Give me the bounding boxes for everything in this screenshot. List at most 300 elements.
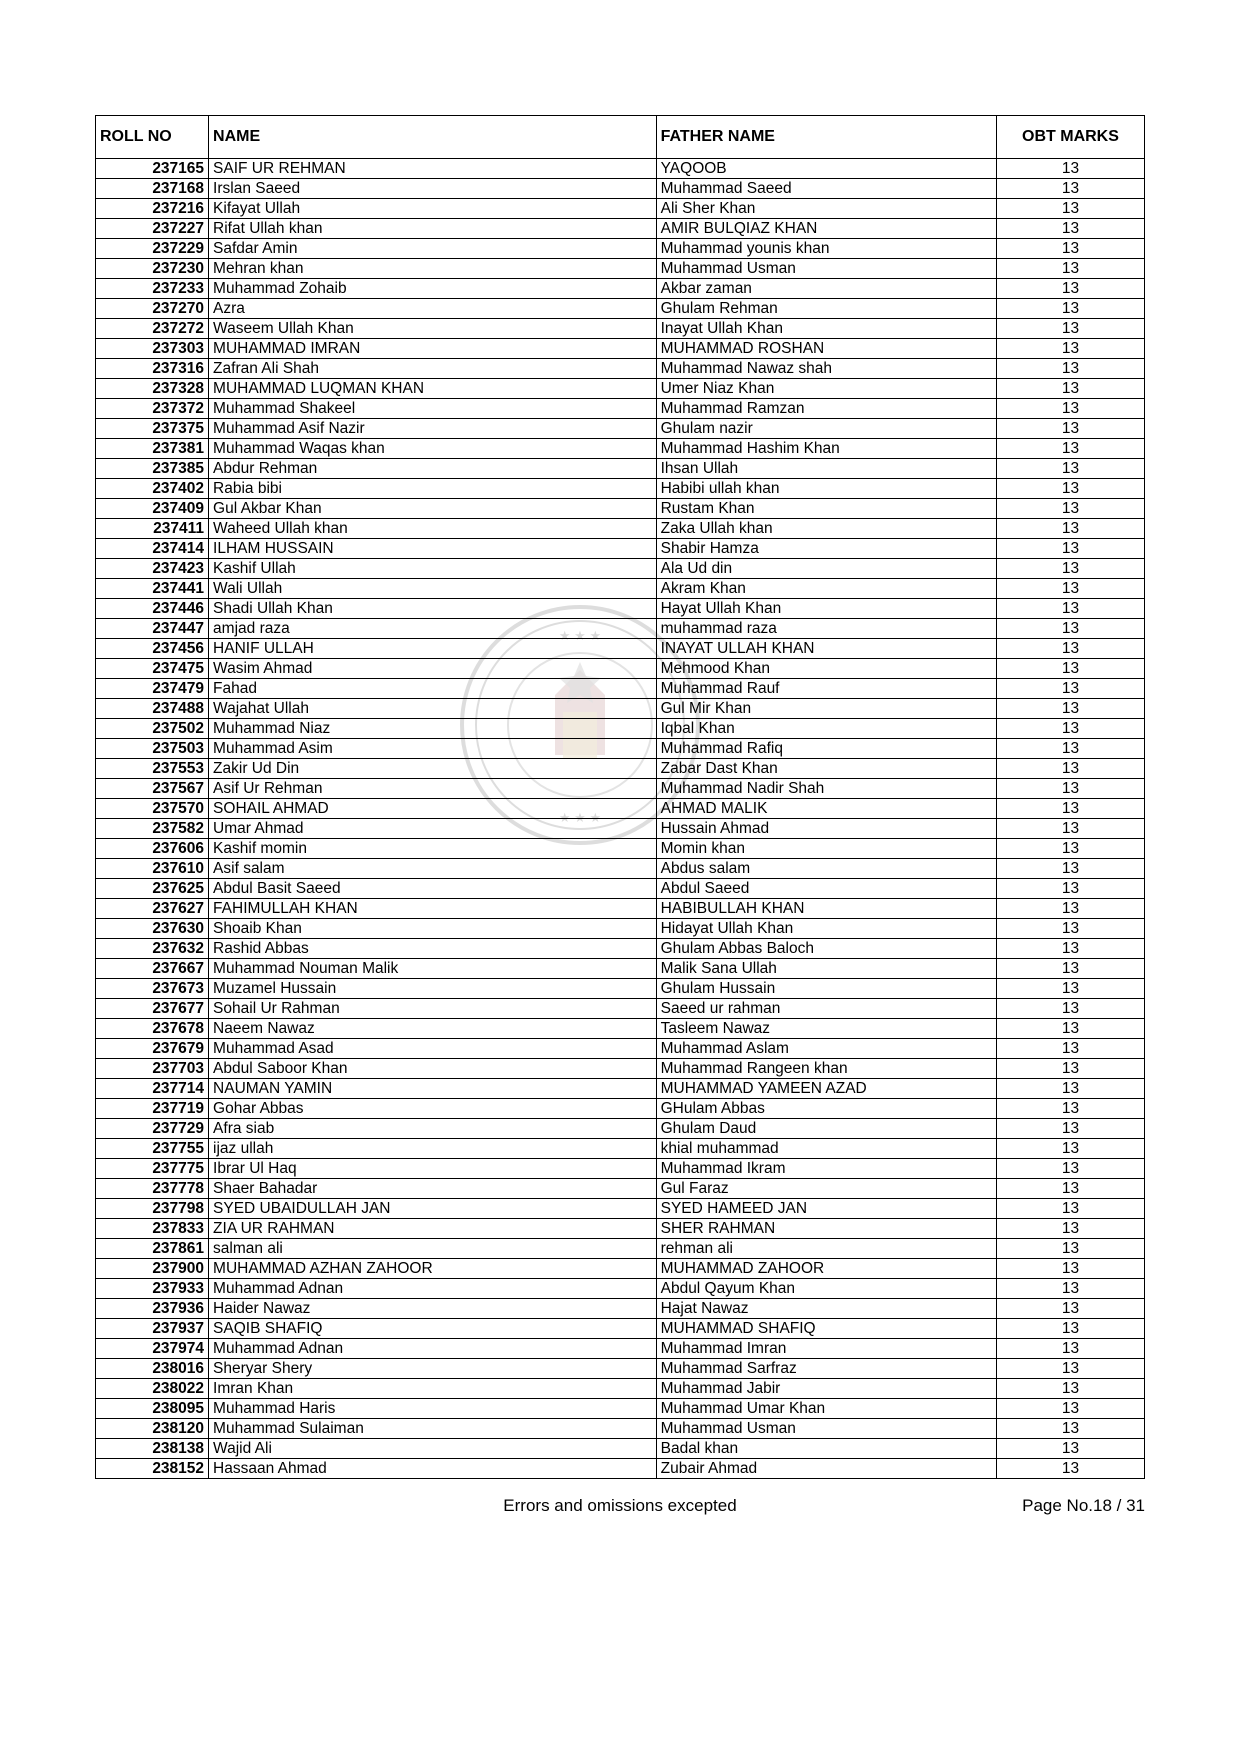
cell-roll-no: 238152 bbox=[96, 1459, 209, 1479]
cell-obt-marks: 13 bbox=[996, 1279, 1144, 1299]
cell-roll-no: 237933 bbox=[96, 1279, 209, 1299]
cell-roll-no: 237270 bbox=[96, 299, 209, 319]
cell-name: SOHAIL AHMAD bbox=[209, 799, 657, 819]
cell-obt-marks: 13 bbox=[996, 539, 1144, 559]
cell-roll-no: 238095 bbox=[96, 1399, 209, 1419]
cell-name: Muhammad Asif Nazir bbox=[209, 419, 657, 439]
cell-name: Ibrar Ul Haq bbox=[209, 1159, 657, 1179]
cell-name: ZIA UR RAHMAN bbox=[209, 1219, 657, 1239]
cell-father-name: Abdul Qayum Khan bbox=[656, 1279, 996, 1299]
results-table bbox=[95, 115, 1145, 1479]
cell-father-name: Muhammad Rafiq bbox=[656, 739, 996, 759]
cell-obt-marks: 13 bbox=[996, 439, 1144, 459]
cell-obt-marks: 13 bbox=[996, 839, 1144, 859]
cell-obt-marks: 13 bbox=[996, 1159, 1144, 1179]
cell-obt-marks: 13 bbox=[996, 1419, 1144, 1439]
cell-roll-no: 237375 bbox=[96, 419, 209, 439]
cell-father-name: INAYAT ULLAH KHAN bbox=[656, 639, 996, 659]
cell-father-name: Muhammad Usman bbox=[656, 1419, 996, 1439]
cell-father-name: muhammad raza bbox=[656, 619, 996, 639]
cell-father-name: Muhammad Saeed bbox=[656, 179, 996, 199]
cell-father-name: Zabar Dast Khan bbox=[656, 759, 996, 779]
cell-obt-marks: 13 bbox=[996, 459, 1144, 479]
cell-father-name: Akram Khan bbox=[656, 579, 996, 599]
cell-obt-marks: 13 bbox=[996, 1239, 1144, 1259]
cell-obt-marks: 13 bbox=[996, 1119, 1144, 1139]
table-row bbox=[96, 1099, 1145, 1119]
cell-roll-no: 237679 bbox=[96, 1039, 209, 1059]
table-row bbox=[96, 859, 1145, 879]
table-row bbox=[96, 1199, 1145, 1219]
cell-name: Muhammad Asad bbox=[209, 1039, 657, 1059]
cell-roll-no: 237630 bbox=[96, 919, 209, 939]
cell-obt-marks: 13 bbox=[996, 859, 1144, 879]
cell-obt-marks: 13 bbox=[996, 359, 1144, 379]
table-row bbox=[96, 1159, 1145, 1179]
table-row bbox=[96, 1339, 1145, 1359]
table-row bbox=[96, 759, 1145, 779]
table-row bbox=[96, 279, 1145, 299]
cell-roll-no: 237703 bbox=[96, 1059, 209, 1079]
cell-roll-no: 237328 bbox=[96, 379, 209, 399]
cell-name: amjad raza bbox=[209, 619, 657, 639]
cell-roll-no: 237627 bbox=[96, 899, 209, 919]
cell-obt-marks: 13 bbox=[996, 959, 1144, 979]
table-row bbox=[96, 959, 1145, 979]
cell-name: Waheed Ullah khan bbox=[209, 519, 657, 539]
cell-name: MUHAMMAD AZHAN ZAHOOR bbox=[209, 1259, 657, 1279]
table-row bbox=[96, 179, 1145, 199]
cell-roll-no: 237632 bbox=[96, 939, 209, 959]
cell-father-name: Inayat Ullah Khan bbox=[656, 319, 996, 339]
cell-name: Shoaib Khan bbox=[209, 919, 657, 939]
cell-father-name: MUHAMMAD ZAHOOR bbox=[656, 1259, 996, 1279]
cell-obt-marks: 13 bbox=[996, 1139, 1144, 1159]
cell-name: SAQIB SHAFIQ bbox=[209, 1319, 657, 1339]
table-row bbox=[96, 379, 1145, 399]
cell-name: Shaer Bahadar bbox=[209, 1179, 657, 1199]
cell-obt-marks: 13 bbox=[996, 1399, 1144, 1419]
cell-name: Rabia bibi bbox=[209, 479, 657, 499]
cell-obt-marks: 13 bbox=[996, 759, 1144, 779]
cell-roll-no: 237227 bbox=[96, 219, 209, 239]
cell-father-name: Ghulam Abbas Baloch bbox=[656, 939, 996, 959]
cell-roll-no: 237570 bbox=[96, 799, 209, 819]
table-row bbox=[96, 699, 1145, 719]
cell-obt-marks: 13 bbox=[996, 179, 1144, 199]
cell-obt-marks: 13 bbox=[996, 659, 1144, 679]
cell-name: ijaz ullah bbox=[209, 1139, 657, 1159]
cell-father-name: Umer Niaz Khan bbox=[656, 379, 996, 399]
cell-name: Irslan Saeed bbox=[209, 179, 657, 199]
cell-name: HANIF ULLAH bbox=[209, 639, 657, 659]
cell-name: ILHAM HUSSAIN bbox=[209, 539, 657, 559]
cell-obt-marks: 13 bbox=[996, 1199, 1144, 1219]
cell-name: salman ali bbox=[209, 1239, 657, 1259]
cell-obt-marks: 13 bbox=[996, 579, 1144, 599]
cell-obt-marks: 13 bbox=[996, 939, 1144, 959]
cell-name: Muhammad Adnan bbox=[209, 1279, 657, 1299]
cell-name: Asif Ur Rehman bbox=[209, 779, 657, 799]
cell-father-name: AMIR BULQIAZ KHAN bbox=[656, 219, 996, 239]
cell-name: Fahad bbox=[209, 679, 657, 699]
cell-father-name: Habibi ullah khan bbox=[656, 479, 996, 499]
table-row bbox=[96, 739, 1145, 759]
cell-name: MUHAMMAD LUQMAN KHAN bbox=[209, 379, 657, 399]
cell-obt-marks: 13 bbox=[996, 979, 1144, 999]
cell-name: Muzamel Hussain bbox=[209, 979, 657, 999]
cell-obt-marks: 13 bbox=[996, 1179, 1144, 1199]
cell-obt-marks: 13 bbox=[996, 259, 1144, 279]
table-row bbox=[96, 639, 1145, 659]
cell-father-name: Muhammad Rangeen khan bbox=[656, 1059, 996, 1079]
cell-obt-marks: 13 bbox=[996, 1219, 1144, 1239]
cell-name: Sohail Ur Rahman bbox=[209, 999, 657, 1019]
cell-name: Afra siab bbox=[209, 1119, 657, 1139]
cell-father-name: Iqbal Khan bbox=[656, 719, 996, 739]
cell-father-name: Gul Faraz bbox=[656, 1179, 996, 1199]
cell-obt-marks: 13 bbox=[996, 919, 1144, 939]
cell-name: Sheryar Shery bbox=[209, 1359, 657, 1379]
table-row bbox=[96, 839, 1145, 859]
table-row bbox=[96, 299, 1145, 319]
cell-roll-no: 238138 bbox=[96, 1439, 209, 1459]
table-row bbox=[96, 1459, 1145, 1479]
cell-father-name: Rustam Khan bbox=[656, 499, 996, 519]
cell-father-name: Ghulam nazir bbox=[656, 419, 996, 439]
cell-name: Muhammad Waqas khan bbox=[209, 439, 657, 459]
cell-father-name: Muhammad Umar Khan bbox=[656, 1399, 996, 1419]
cell-father-name: Muhammad Usman bbox=[656, 259, 996, 279]
cell-name: SAIF UR REHMAN bbox=[209, 159, 657, 179]
cell-obt-marks: 13 bbox=[996, 819, 1144, 839]
cell-roll-no: 237937 bbox=[96, 1319, 209, 1339]
cell-father-name: Muhammad Ramzan bbox=[656, 399, 996, 419]
cell-name: Safdar Amin bbox=[209, 239, 657, 259]
table-row bbox=[96, 819, 1145, 839]
cell-father-name: rehman ali bbox=[656, 1239, 996, 1259]
cell-obt-marks: 13 bbox=[996, 1099, 1144, 1119]
cell-father-name: Badal khan bbox=[656, 1439, 996, 1459]
cell-roll-no: 237446 bbox=[96, 599, 209, 619]
cell-roll-no: 237316 bbox=[96, 359, 209, 379]
cell-name: Gohar Abbas bbox=[209, 1099, 657, 1119]
cell-father-name: Tasleem Nawaz bbox=[656, 1019, 996, 1039]
table-row bbox=[96, 1419, 1145, 1439]
cell-father-name: Mehmood Khan bbox=[656, 659, 996, 679]
cell-name: Wasim Ahmad bbox=[209, 659, 657, 679]
cell-father-name: GHulam Abbas bbox=[656, 1099, 996, 1119]
cell-roll-no: 237778 bbox=[96, 1179, 209, 1199]
cell-father-name: Akbar zaman bbox=[656, 279, 996, 299]
cell-father-name: Ala Ud din bbox=[656, 559, 996, 579]
cell-father-name: Zubair Ahmad bbox=[656, 1459, 996, 1479]
table-row bbox=[96, 1179, 1145, 1199]
cell-father-name: Momin khan bbox=[656, 839, 996, 859]
cell-roll-no: 237168 bbox=[96, 179, 209, 199]
cell-roll-no: 237673 bbox=[96, 979, 209, 999]
table-row bbox=[96, 199, 1145, 219]
cell-roll-no: 237381 bbox=[96, 439, 209, 459]
cell-obt-marks: 13 bbox=[996, 1039, 1144, 1059]
column-header-name: NAME bbox=[209, 116, 657, 159]
cell-father-name: Zaka Ullah khan bbox=[656, 519, 996, 539]
cell-obt-marks: 13 bbox=[996, 419, 1144, 439]
cell-father-name: SHER RAHMAN bbox=[656, 1219, 996, 1239]
table-row bbox=[96, 899, 1145, 919]
cell-name: SYED UBAIDULLAH JAN bbox=[209, 1199, 657, 1219]
cell-roll-no: 237861 bbox=[96, 1239, 209, 1259]
cell-father-name: Muhammad Ikram bbox=[656, 1159, 996, 1179]
table-row bbox=[96, 979, 1145, 999]
cell-father-name: Muhammad Nadir Shah bbox=[656, 779, 996, 799]
cell-obt-marks: 13 bbox=[996, 219, 1144, 239]
cell-roll-no: 238120 bbox=[96, 1419, 209, 1439]
cell-father-name: Hayat Ullah Khan bbox=[656, 599, 996, 619]
cell-obt-marks: 13 bbox=[996, 299, 1144, 319]
cell-obt-marks: 13 bbox=[996, 699, 1144, 719]
table-row bbox=[96, 879, 1145, 899]
cell-name: MUHAMMAD IMRAN bbox=[209, 339, 657, 359]
cell-name: Zafran Ali Shah bbox=[209, 359, 657, 379]
cell-obt-marks: 13 bbox=[996, 719, 1144, 739]
cell-father-name: Muhammad Rauf bbox=[656, 679, 996, 699]
cell-father-name: AHMAD MALIK bbox=[656, 799, 996, 819]
cell-roll-no: 237385 bbox=[96, 459, 209, 479]
cell-father-name: Ihsan Ullah bbox=[656, 459, 996, 479]
cell-roll-no: 237719 bbox=[96, 1099, 209, 1119]
cell-roll-no: 237798 bbox=[96, 1199, 209, 1219]
column-header-obt-marks: OBT MARKS bbox=[996, 116, 1144, 159]
table-row bbox=[96, 499, 1145, 519]
table-row bbox=[96, 359, 1145, 379]
table-row bbox=[96, 239, 1145, 259]
cell-obt-marks: 13 bbox=[996, 1339, 1144, 1359]
cell-obt-marks: 13 bbox=[996, 1459, 1144, 1479]
table-row bbox=[96, 159, 1145, 179]
cell-obt-marks: 13 bbox=[996, 339, 1144, 359]
table-row bbox=[96, 219, 1145, 239]
cell-obt-marks: 13 bbox=[996, 899, 1144, 919]
cell-name: Umar Ahmad bbox=[209, 819, 657, 839]
cell-name: Shadi Ullah Khan bbox=[209, 599, 657, 619]
cell-obt-marks: 13 bbox=[996, 279, 1144, 299]
cell-roll-no: 237936 bbox=[96, 1299, 209, 1319]
cell-roll-no: 237456 bbox=[96, 639, 209, 659]
cell-father-name: Gul Mir Khan bbox=[656, 699, 996, 719]
table-row bbox=[96, 1039, 1145, 1059]
svg-text:★ ★ ★: ★ ★ ★ bbox=[558, 628, 602, 643]
cell-name: Abdur Rehman bbox=[209, 459, 657, 479]
cell-name: Muhammad Adnan bbox=[209, 1339, 657, 1359]
cell-roll-no: 237233 bbox=[96, 279, 209, 299]
column-header-father-name: FATHER NAME bbox=[656, 116, 996, 159]
table-row bbox=[96, 1239, 1145, 1259]
cell-father-name: Muhammad Sarfraz bbox=[656, 1359, 996, 1379]
table-row bbox=[96, 619, 1145, 639]
table-row bbox=[96, 1279, 1145, 1299]
column-header-roll-no: ROLL NO bbox=[96, 116, 209, 159]
cell-roll-no: 237729 bbox=[96, 1119, 209, 1139]
cell-roll-no: 237755 bbox=[96, 1139, 209, 1159]
cell-obt-marks: 13 bbox=[996, 1019, 1144, 1039]
cell-name: NAUMAN YAMIN bbox=[209, 1079, 657, 1099]
table-row bbox=[96, 259, 1145, 279]
cell-name: Muhammad Niaz bbox=[209, 719, 657, 739]
cell-roll-no: 237409 bbox=[96, 499, 209, 519]
cell-roll-no: 237714 bbox=[96, 1079, 209, 1099]
cell-roll-no: 237272 bbox=[96, 319, 209, 339]
table-row bbox=[96, 659, 1145, 679]
cell-name: Kifayat Ullah bbox=[209, 199, 657, 219]
cell-name: Naeem Nawaz bbox=[209, 1019, 657, 1039]
cell-obt-marks: 13 bbox=[996, 739, 1144, 759]
cell-obt-marks: 13 bbox=[996, 639, 1144, 659]
cell-roll-no: 237372 bbox=[96, 399, 209, 419]
cell-roll-no: 237900 bbox=[96, 1259, 209, 1279]
cell-obt-marks: 13 bbox=[996, 319, 1144, 339]
table-row bbox=[96, 799, 1145, 819]
table-row bbox=[96, 1219, 1145, 1239]
cell-obt-marks: 13 bbox=[996, 619, 1144, 639]
cell-name: Muhammad Sulaiman bbox=[209, 1419, 657, 1439]
cell-roll-no: 237677 bbox=[96, 999, 209, 1019]
cell-obt-marks: 13 bbox=[996, 519, 1144, 539]
cell-roll-no: 237678 bbox=[96, 1019, 209, 1039]
cell-obt-marks: 13 bbox=[996, 199, 1144, 219]
cell-name: Azra bbox=[209, 299, 657, 319]
cell-obt-marks: 13 bbox=[996, 799, 1144, 819]
table-row bbox=[96, 939, 1145, 959]
cell-father-name: Ghulam Rehman bbox=[656, 299, 996, 319]
cell-roll-no: 237411 bbox=[96, 519, 209, 539]
cell-father-name: khial muhammad bbox=[656, 1139, 996, 1159]
table-row bbox=[96, 559, 1145, 579]
cell-obt-marks: 13 bbox=[996, 1359, 1144, 1379]
cell-obt-marks: 13 bbox=[996, 1299, 1144, 1319]
cell-name: Rifat Ullah khan bbox=[209, 219, 657, 239]
table-row bbox=[96, 579, 1145, 599]
cell-father-name: SYED HAMEED JAN bbox=[656, 1199, 996, 1219]
cell-roll-no: 237447 bbox=[96, 619, 209, 639]
cell-father-name: Muhammad Aslam bbox=[656, 1039, 996, 1059]
table-row bbox=[96, 319, 1145, 339]
table-row bbox=[96, 719, 1145, 739]
table-row bbox=[96, 399, 1145, 419]
table-row bbox=[96, 1299, 1145, 1319]
cell-name: Muhammad Nouman Malik bbox=[209, 959, 657, 979]
footer-page-number: Page No.18 / 31 bbox=[1022, 1496, 1145, 1515]
cell-name: Kashif momin bbox=[209, 839, 657, 859]
cell-father-name: MUHAMMAD YAMEEN AZAD bbox=[656, 1079, 996, 1099]
cell-father-name: Hajat Nawaz bbox=[656, 1299, 996, 1319]
cell-roll-no: 237303 bbox=[96, 339, 209, 359]
cell-father-name: Ghulam Hussain bbox=[656, 979, 996, 999]
cell-name: Hassaan Ahmad bbox=[209, 1459, 657, 1479]
table-row bbox=[96, 1079, 1145, 1099]
footer-note: Errors and omissions excepted bbox=[503, 1496, 737, 1515]
cell-name: Kashif Ullah bbox=[209, 559, 657, 579]
cell-name: Rashid Abbas bbox=[209, 939, 657, 959]
cell-obt-marks: 13 bbox=[996, 1079, 1144, 1099]
cell-name: Gul Akbar Khan bbox=[209, 499, 657, 519]
cell-roll-no: 237488 bbox=[96, 699, 209, 719]
table-row bbox=[96, 419, 1145, 439]
table-row bbox=[96, 1359, 1145, 1379]
table-header bbox=[96, 116, 1145, 159]
table-row bbox=[96, 539, 1145, 559]
cell-name: Muhammad Asim bbox=[209, 739, 657, 759]
table-row bbox=[96, 1059, 1145, 1079]
cell-obt-marks: 13 bbox=[996, 879, 1144, 899]
cell-father-name: Muhammad Jabir bbox=[656, 1379, 996, 1399]
table-row bbox=[96, 519, 1145, 539]
cell-roll-no: 237441 bbox=[96, 579, 209, 599]
cell-father-name: Muhammad younis khan bbox=[656, 239, 996, 259]
cell-roll-no: 237402 bbox=[96, 479, 209, 499]
cell-roll-no: 237475 bbox=[96, 659, 209, 679]
cell-roll-no: 237229 bbox=[96, 239, 209, 259]
cell-father-name: MUHAMMAD ROSHAN bbox=[656, 339, 996, 359]
table-row bbox=[96, 459, 1145, 479]
svg-text:★ ★ ★: ★ ★ ★ bbox=[558, 810, 602, 825]
cell-name: Muhammad Haris bbox=[209, 1399, 657, 1419]
cell-name: Abdul Saboor Khan bbox=[209, 1059, 657, 1079]
cell-father-name: Hussain Ahmad bbox=[656, 819, 996, 839]
cell-roll-no: 237479 bbox=[96, 679, 209, 699]
table-header-row bbox=[96, 116, 1145, 159]
cell-name: Imran Khan bbox=[209, 1379, 657, 1399]
cell-name: Muhammad Shakeel bbox=[209, 399, 657, 419]
table-row bbox=[96, 1139, 1145, 1159]
cell-name: Abdul Basit Saeed bbox=[209, 879, 657, 899]
cell-name: Haider Nawaz bbox=[209, 1299, 657, 1319]
cell-roll-no: 238016 bbox=[96, 1359, 209, 1379]
cell-obt-marks: 13 bbox=[996, 999, 1144, 1019]
cell-father-name: Muhammad Imran bbox=[656, 1339, 996, 1359]
cell-obt-marks: 13 bbox=[996, 1259, 1144, 1279]
cell-father-name: Shabir Hamza bbox=[656, 539, 996, 559]
cell-roll-no: 237974 bbox=[96, 1339, 209, 1359]
cell-obt-marks: 13 bbox=[996, 239, 1144, 259]
table-row bbox=[96, 779, 1145, 799]
cell-obt-marks: 13 bbox=[996, 499, 1144, 519]
cell-father-name: Malik Sana Ullah bbox=[656, 959, 996, 979]
cell-father-name: Saeed ur rahman bbox=[656, 999, 996, 1019]
cell-obt-marks: 13 bbox=[996, 1059, 1144, 1079]
cell-roll-no: 237230 bbox=[96, 259, 209, 279]
cell-roll-no: 237553 bbox=[96, 759, 209, 779]
cell-roll-no: 237216 bbox=[96, 199, 209, 219]
cell-roll-no: 237423 bbox=[96, 559, 209, 579]
cell-name: Wajid Ali bbox=[209, 1439, 657, 1459]
cell-roll-no: 238022 bbox=[96, 1379, 209, 1399]
cell-roll-no: 237625 bbox=[96, 879, 209, 899]
table-row bbox=[96, 1439, 1145, 1459]
cell-obt-marks: 13 bbox=[996, 599, 1144, 619]
cell-name: Mehran khan bbox=[209, 259, 657, 279]
cell-father-name: Abdus salam bbox=[656, 859, 996, 879]
results-table-container bbox=[95, 115, 1145, 1479]
cell-obt-marks: 13 bbox=[996, 159, 1144, 179]
cell-roll-no: 237582 bbox=[96, 819, 209, 839]
cell-roll-no: 237775 bbox=[96, 1159, 209, 1179]
table-row bbox=[96, 1399, 1145, 1419]
cell-obt-marks: 13 bbox=[996, 479, 1144, 499]
table-body bbox=[96, 159, 1145, 1479]
cell-obt-marks: 13 bbox=[996, 1439, 1144, 1459]
cell-roll-no: 237502 bbox=[96, 719, 209, 739]
